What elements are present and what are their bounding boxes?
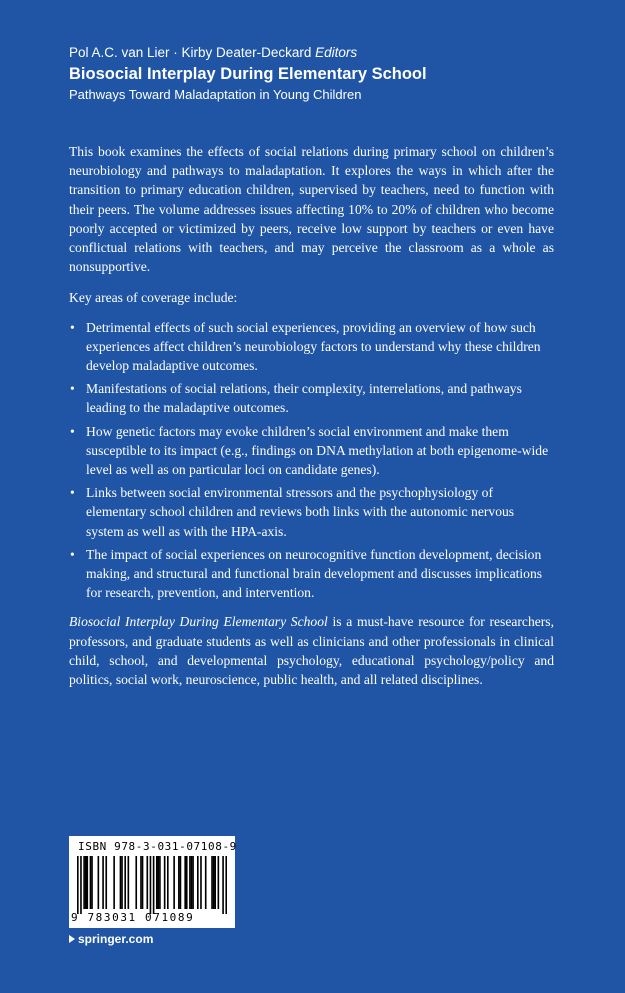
barcode-bar bbox=[205, 856, 207, 909]
isbn-barcode bbox=[69, 836, 235, 928]
triangle-arrow-icon bbox=[69, 935, 75, 943]
book-title: Biosocial Interplay During Elementary School bbox=[69, 65, 427, 83]
barcode-bar bbox=[120, 856, 122, 909]
list-item bbox=[69, 483, 554, 541]
barcode-bar bbox=[158, 856, 160, 909]
barcode-bar bbox=[86, 856, 88, 909]
editors-names: Pol A.C. van Lier · Kirby Deater-Deckard bbox=[69, 45, 312, 60]
barcode-bar bbox=[164, 856, 166, 909]
barcode-bars bbox=[77, 856, 227, 914]
barcode-bar bbox=[191, 856, 193, 909]
closing-book-title: Biosocial Interplay During Elementary School bbox=[69, 614, 328, 630]
list-item bbox=[69, 318, 554, 376]
barcode-bar bbox=[222, 856, 224, 914]
editors-role: Editors bbox=[315, 45, 358, 60]
barcode-bar bbox=[150, 856, 152, 914]
barcode-bar bbox=[105, 856, 107, 909]
bullet-icon: • bbox=[70, 546, 75, 562]
coverage-list bbox=[69, 318, 554, 603]
barcode-bar bbox=[186, 856, 188, 909]
barcode-bar bbox=[85, 856, 87, 909]
barcode-bar bbox=[102, 856, 104, 909]
editors-line bbox=[69, 44, 589, 61]
closing-text: is a must-have resource for researchers, professors, and graduate students as well as clinicians and other professionals in clinical child, school, and developmental psychology, educational psychology/policy and politics, social work, neuroscience, public health, and all related disciplines. bbox=[69, 614, 555, 688]
barcode-bar bbox=[173, 856, 175, 909]
barcode-bar bbox=[184, 856, 186, 909]
list-item-text: Manifestations of social relations, their complexity, interrelations, and pathways leading to the maladaptive outcomes. bbox=[86, 381, 522, 416]
barcode-bar bbox=[142, 856, 144, 909]
list-item-text: Detrimental effects of such social experiences, providing an overview of how such experiences affect children’s neurobiology factors to understand why these children develop maladaptive outcomes. bbox=[86, 319, 541, 374]
barcode-bar bbox=[189, 856, 191, 909]
bullet-icon: • bbox=[70, 319, 75, 335]
barcode-bar bbox=[156, 856, 158, 909]
barcode-bar bbox=[153, 856, 155, 914]
barcode-bar bbox=[197, 856, 199, 909]
barcode-bar bbox=[218, 856, 220, 909]
barcode-bar bbox=[180, 856, 182, 909]
barcode-bar bbox=[80, 856, 82, 914]
barcode-bar bbox=[113, 856, 115, 909]
barcode-bar bbox=[211, 856, 213, 909]
ean-digits: 9 783031 071089 bbox=[71, 911, 195, 924]
list-item-text: Links between social environmental stressors and the psychophysiology of elementary school children and reviews both links with the autonomic nervous system as well as with the HPA-axis. bbox=[86, 485, 515, 539]
key-areas-heading: Key areas of coverage include: bbox=[69, 290, 238, 306]
cover-header bbox=[69, 44, 589, 104]
barcode-bar bbox=[200, 856, 202, 909]
barcode-bar bbox=[214, 856, 216, 909]
bullet-icon: • bbox=[70, 423, 75, 439]
barcode-bar bbox=[98, 856, 100, 909]
barcode-bar bbox=[91, 856, 93, 909]
barcode-bar bbox=[83, 856, 85, 909]
barcode-bar bbox=[159, 856, 161, 909]
bullet-icon: • bbox=[70, 381, 75, 397]
barcode-bar bbox=[121, 856, 123, 909]
list-item bbox=[69, 545, 554, 603]
description-body bbox=[69, 142, 554, 689]
publisher-link[interactable] bbox=[69, 932, 153, 946]
list-item-text: The impact of social experiences on neurocognitive function development, decision making, and structural and functional brain development and discusses implications for research, prevention, and intervention. bbox=[86, 546, 543, 601]
barcode-bar bbox=[146, 856, 148, 909]
closing-paragraph bbox=[69, 612, 554, 689]
barcode-bar bbox=[178, 856, 180, 909]
barcode-bar bbox=[77, 856, 79, 914]
barcode-bar bbox=[135, 856, 137, 909]
list-item-text: How genetic factors may evoke children’s social environment and make them susceptible to its impact (e.g., findings on DNA methylation at both epigenome-wide level as well as on particular loci on candidate genes). bbox=[86, 423, 549, 478]
barcode-bar bbox=[213, 856, 215, 909]
barcode-bar bbox=[124, 856, 126, 909]
publisher-url: springer.com bbox=[78, 932, 154, 946]
book-subtitle: Pathways Toward Maladaptation in Young Children bbox=[69, 87, 362, 102]
barcode-bar bbox=[90, 856, 92, 909]
bullet-icon: • bbox=[70, 485, 75, 501]
barcode-bar bbox=[128, 856, 130, 909]
barcode-bar bbox=[225, 856, 227, 914]
isbn-label: ISBN 978-3-031-07108-9 bbox=[78, 840, 237, 853]
barcode-bar bbox=[167, 856, 169, 909]
barcode-bar bbox=[192, 856, 194, 909]
list-item bbox=[69, 379, 554, 417]
list-item bbox=[69, 422, 554, 480]
intro-paragraph: This book examines the effects of social relations during primary school on children’s neurobiology and pathways to maladaptation. It explores the ways in which after the transition to primary education children, supervised by teachers, need to function with their peers. The volume addresses issues affecting 10% to 20% of children who become poorly accepted or victimized by peers, receive low support by teachers or even have conflictual relations with teachers, and may perceive the classroom as a whole as nonsupportive. bbox=[69, 144, 554, 275]
barcode-bar bbox=[140, 856, 142, 909]
